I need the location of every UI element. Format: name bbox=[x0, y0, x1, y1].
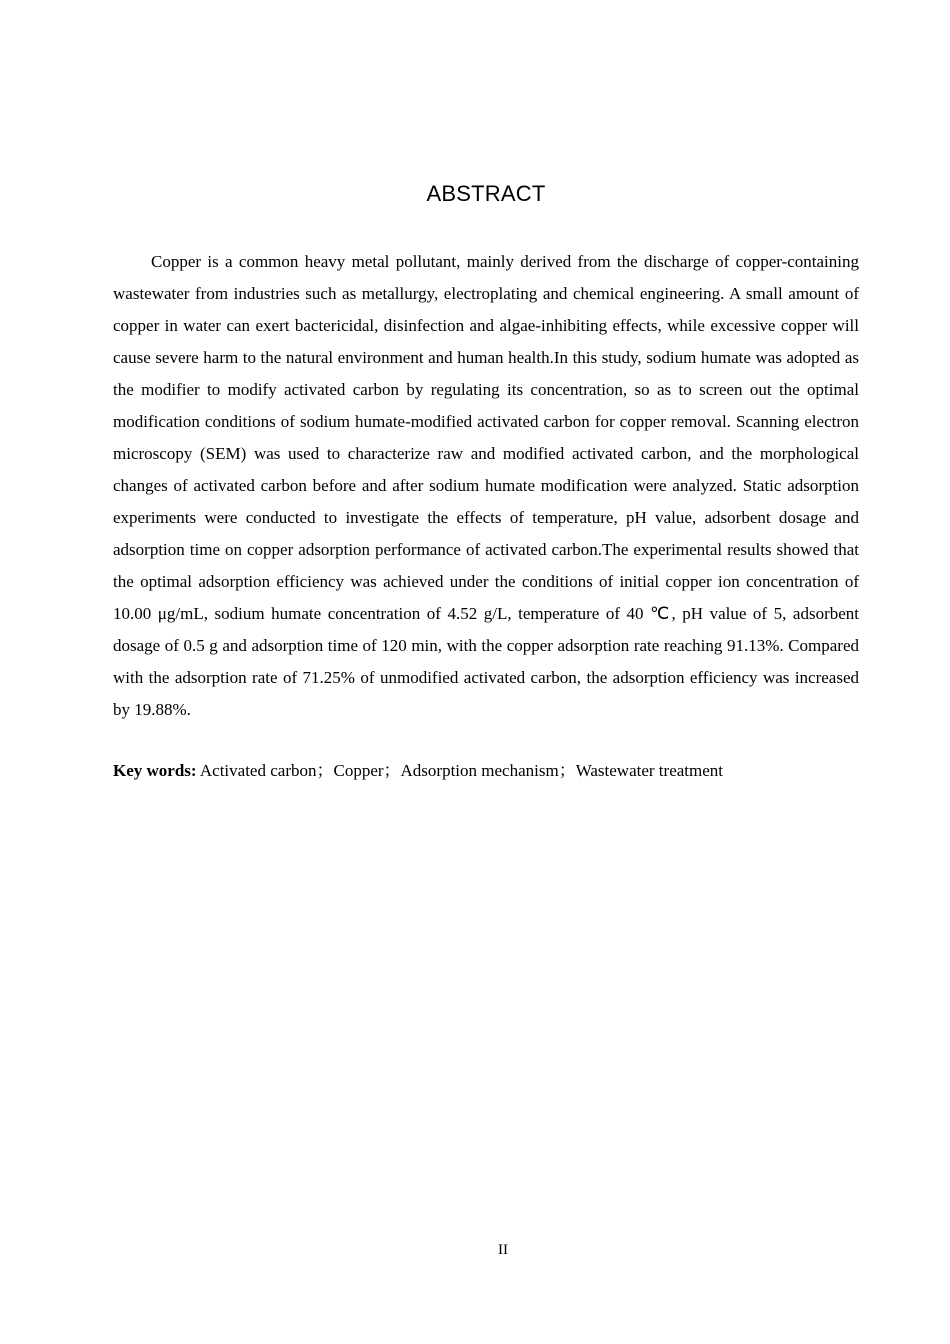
keywords-label: Key words: bbox=[113, 761, 197, 780]
abstract-body: Copper is a common heavy metal pollutant, mainly derived from the discharge of copper-containing wastewater from industries such as metallurgy, electroplating and chemical engineering. A small amount of copper in water can exert bactericidal, disinfection and algae-inhibiting effects, while excessive copper will cause severe harm to the natural environment and human health.In this study, sodium humate was adopted as the modifier to modify activated carbon by regulating its concentration, so as to screen out the optimal modification conditions of sodium humate-modified activated carbon for copper removal. Scanning electron microscopy (SEM) was used to characterize raw and modified activated carbon, and the morphological changes of activated carbon before and after sodium humate modification were analyzed. Static adsorption experiments were conducted to investigate the effects of temperature, pH value, adsorbent dosage and adsorption time on copper adsorption performance of activated carbon.The experimental results showed that the optimal adsorption efficiency was achieved under the conditions of initial copper ion concentration of 10.00 μg/mL, sodium humate concentration of 4.52 g/L, temperature of 40 ℃, pH value of 5, adsorbent dosage of 0.5 g and adsorption time of 120 min, with the copper adsorption rate reaching 91.13%. Compared with the adsorption rate of 71.25% of unmodified activated carbon, the adsorption efficiency was increased by 19.88%. bbox=[113, 252, 859, 719]
page-number: II bbox=[498, 1242, 508, 1258]
abstract-title: ABSTRACT bbox=[426, 181, 546, 206]
keywords-text: Activated carbon；Copper；Adsorption mechanism；Wastewater treatment bbox=[196, 761, 723, 780]
keywords-line bbox=[113, 755, 859, 787]
